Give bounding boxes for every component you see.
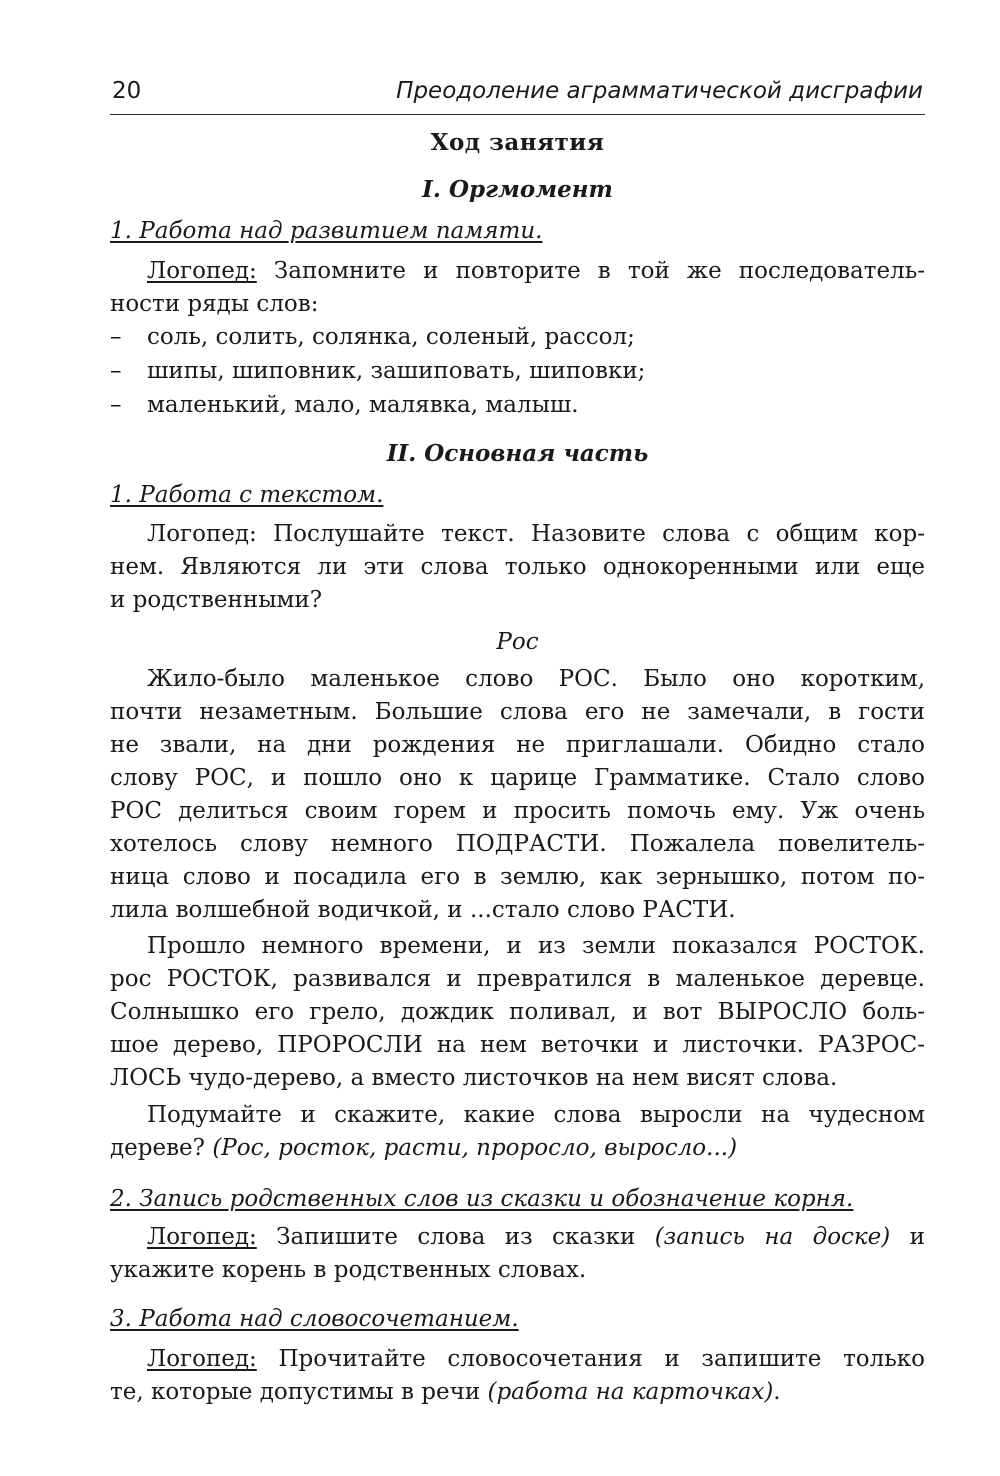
answer-hint: (Рос, росток, расти, проросло, выросло...) xyxy=(212,1135,738,1161)
running-title: Преодоление аграмматической дисграфии xyxy=(396,78,923,104)
paragraph-line: те, которые допустимы в речи (работа на карточках). xyxy=(110,1379,781,1405)
section-heading-1: I. Оргмомент xyxy=(422,176,613,203)
story-line: слову РОС, и пошло оно к царице Грамматике. Стало слово xyxy=(110,765,925,791)
story-line: Жило-было маленькое слово РОС. Было оно коротким, xyxy=(147,666,925,692)
story-line: шое дерево, ПРОРОСЛИ на нем веточки и листочки. РАЗРОС- xyxy=(110,1032,925,1058)
story-line: РОС делиться своим горем и просить помочь ему. Уж очень xyxy=(110,798,925,824)
story-line: Солнышко его грело, дождик поливал, и вот ВЫРОСЛО боль- xyxy=(110,999,925,1025)
story-line: ница слово и посадила его в землю, как зернышко, потом по- xyxy=(110,864,925,890)
story-line: лила волшебной водичкой, и ...стало слово РАСТИ. xyxy=(110,897,736,923)
paragraph-line: нем. Являются ли эти слова только однокоренными или еще xyxy=(110,554,925,580)
paragraph-line: ности ряды слов: xyxy=(110,291,319,317)
task-heading: 3. Работа над словосочетанием. xyxy=(110,1306,519,1332)
list-item: – соль, солить, солянка, соленый, рассол; xyxy=(110,324,635,350)
story-line: хотелось слову немного ПОДРАСТИ. Пожалела повелитель- xyxy=(110,831,925,857)
paragraph-line: Логопед: Послушайте текст. Назовите слова с общим кор- xyxy=(147,521,925,547)
story-line: не звали, на дни рождения не приглашали. Обидно стало xyxy=(110,732,925,758)
page-number: 20 xyxy=(112,78,142,104)
speaker-label: Логопед: xyxy=(147,1224,257,1250)
paragraph-line: укажите корень в родственных словах. xyxy=(110,1257,587,1283)
paragraph-line: Логопед: Запишите слова из сказки (запись на доске) и xyxy=(147,1224,926,1250)
section-heading-2: II. Основная часть xyxy=(386,440,649,467)
paragraph-line: и родственными? xyxy=(110,587,323,613)
task-heading: 2. Запись родственных слов из сказки и обозначение корня. xyxy=(110,1186,854,1212)
paragraph-line: Логопед: Запомните и повторите в той же последователь- xyxy=(147,258,925,284)
list-item: – маленький, мало, малявка, малыш. xyxy=(110,392,579,418)
story-line: рос РОСТОК, развивался и превратился в маленькое деревце. xyxy=(110,966,925,992)
speaker-label: Логопед: xyxy=(147,258,257,284)
story-line: Прошло немного времени, и из земли показался РОСТОК. xyxy=(147,933,925,959)
lesson-title: Ход занятия xyxy=(430,129,605,156)
task-heading: 1. Работа с текстом. xyxy=(110,482,384,508)
story-line: ЛОСЬ чудо-дерево, а вместо листочков на нем висят слова. xyxy=(110,1065,838,1091)
list-item: – шипы, шиповник, зашиповать, шиповки; xyxy=(110,358,646,384)
question-line: дереве? (Рос, росток, расти, проросло, выросло...) xyxy=(110,1135,738,1161)
task-heading: 1. Работа над развитием памяти. xyxy=(110,218,543,244)
page-header xyxy=(110,74,925,115)
question-line: Подумайте и скажите, какие слова выросли на чудесном xyxy=(147,1102,925,1128)
story-line: почти незаметным. Большие слова его не замечали, в гости xyxy=(110,699,925,725)
paragraph-line: Логопед: Прочитайте словосочетания и запишите только xyxy=(147,1346,925,1372)
speaker-label: Логопед: xyxy=(147,1346,257,1372)
story-title: Рос xyxy=(496,629,539,655)
